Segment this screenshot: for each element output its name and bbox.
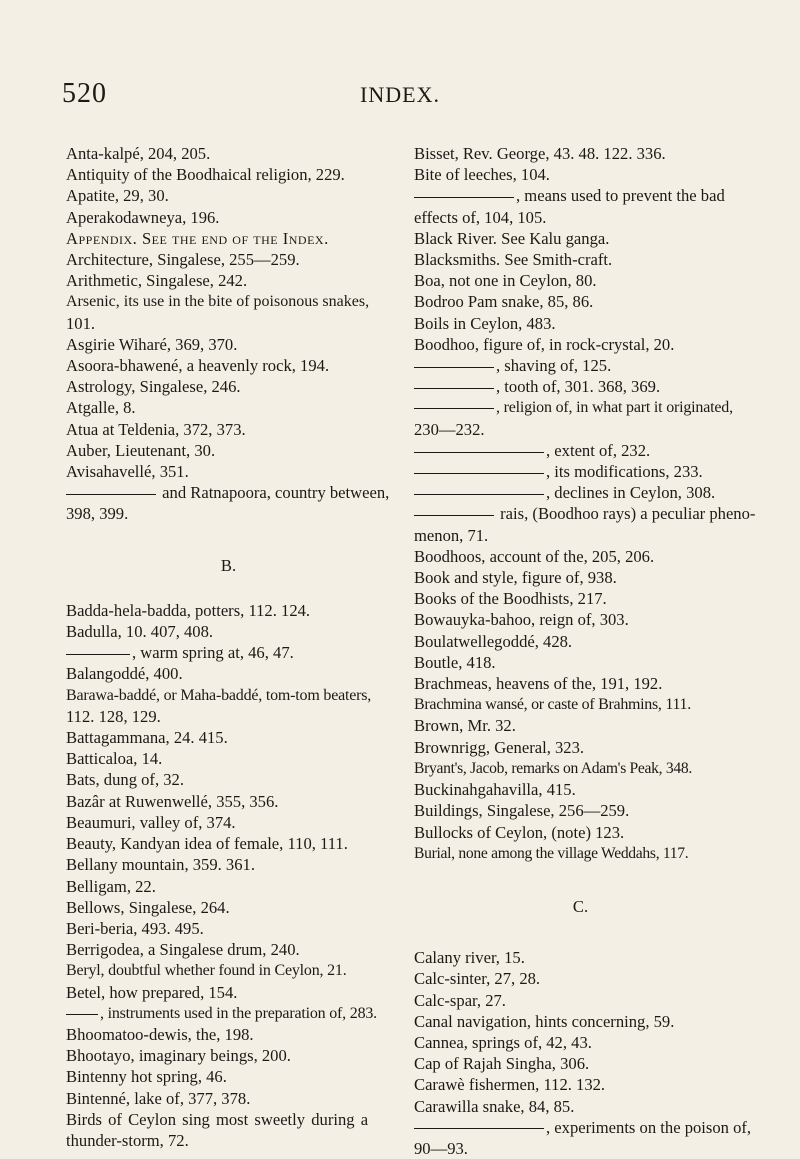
index-entry-text: , extent of, 232. [546, 440, 651, 460]
index-column-right [414, 143, 756, 1159]
index-entry: Architecture, Singalese, 255—259. [66, 250, 300, 270]
index-entry: Brownrigg, General, 323. [414, 737, 585, 757]
ditto-dash [414, 1128, 544, 1129]
index-entry: Apatite, 29, 30. [66, 186, 169, 206]
index-entry: Boodhoos, account of the, 205, 206. [414, 546, 655, 566]
index-entry [66, 642, 391, 663]
index-column-left [66, 143, 391, 1151]
index-entry: Calc-spar, 27. [414, 990, 506, 1010]
ditto-dash [414, 367, 494, 368]
index-entry: Antiquity of the Boodhaical religion, 229. [66, 165, 345, 185]
index-entry: Bintenny hot spring, 46. [66, 1067, 227, 1087]
index-entry: Bullocks of Ceylon, (note) 123. [414, 822, 625, 842]
index-entry: Books of the Boodhists, 217. [414, 589, 607, 609]
index-entry-text: , religion of, in what part it originated, [496, 399, 733, 417]
index-entry [66, 482, 391, 503]
index-entry: Buckinahgahavilla, 415. [414, 780, 576, 800]
index-entry: Carawè fishermen, 112. 132. [414, 1075, 606, 1095]
index-entry: Birds of Ceylon sing most sweetly during a [66, 1109, 369, 1129]
index-entry-text: , means used to prevent the bad [516, 186, 725, 206]
index-entry: Brown, Mr. 32. [414, 716, 516, 736]
index-entry: Belligam, 22. [66, 876, 156, 896]
index-entry: Bodroo Pam snake, 85, 86. [414, 292, 594, 312]
section-letter-b: B. [220, 555, 237, 575]
ditto-dash [414, 388, 494, 389]
index-entry: Boa, not one in Ceylon, 80. [414, 271, 597, 291]
index-entry-text: , its modifications, 233. [546, 462, 703, 482]
index-entry-text: and Ratnapoora, country between, [162, 483, 390, 503]
index-entry-text: , instruments used in the preparation of, 283. [100, 1004, 377, 1022]
index-entry: Batticaloa, 14. [66, 749, 163, 769]
index-entry: Brachmeas, heavens of the, 191, 192. [414, 674, 663, 694]
index-entry: Beri-beria, 493. 495. [66, 918, 204, 938]
index-entry: 90—93. [414, 1138, 468, 1158]
ditto-dash [66, 1014, 98, 1015]
index-entry [414, 503, 756, 524]
ditto-dash [414, 494, 544, 495]
index-entry: Berrigodea, a Singalese drum, 240. [66, 940, 300, 960]
index-entry: Battagammana, 24. 415. [66, 728, 228, 748]
index-entry: Beaumuri, valley of, 374. [66, 812, 236, 832]
index-entry: effects of, 104, 105. [414, 207, 547, 227]
ditto-dash [414, 515, 494, 516]
index-entry: Bhoomatoo-dewis, the, 198. [66, 1024, 254, 1044]
index-entry: Buildings, Singalese, 256—259. [414, 801, 630, 821]
page-header [0, 78, 800, 118]
index-entry: Bazâr at Ruwenwellé, 355, 356. [66, 791, 279, 811]
index-entry: Cap of Rajah Singha, 306. [414, 1054, 590, 1074]
index-entry: Bryant's, Jacob, remarks on Adam's Peak, 348. [414, 759, 692, 777]
index-entry: Betel, how prepared, 154. [66, 982, 238, 1002]
index-entry: Boodhoo, figure of, in rock-crystal, 20. [414, 334, 675, 354]
index-entry: 398, 399. [66, 504, 129, 524]
index-entry: Balangoddé, 400. [66, 664, 183, 684]
index-entry [414, 1117, 752, 1138]
index-entry [414, 185, 747, 206]
index-entry: Badulla, 10. 407, 408. [66, 622, 214, 642]
index-entry: Black River. See Kalu ganga. [414, 228, 610, 248]
index-entry: Appendix. See the end of the Index. [66, 228, 329, 248]
index-entry: Anta-kalpé, 204, 205. [66, 144, 211, 163]
index-entry: Atgalle, 8. [66, 398, 136, 418]
index-entry: thunder-storm, 72. [66, 1130, 189, 1150]
ditto-dash [414, 197, 514, 198]
ditto-dash [66, 654, 130, 655]
index-entry: 112. 128, 129. [66, 706, 161, 726]
index-entry: Calany river, 15. [414, 948, 525, 968]
index-entry: Brachmina wansé, or caste of Brahmins, 111. [414, 696, 691, 714]
index-entry: Boutle, 418. [414, 652, 496, 672]
index-entry: menon, 71. [414, 525, 489, 545]
index-entry: Bellany mountain, 359. 361. [66, 855, 255, 875]
index-entry: Boulatwellegoddé, 428. [414, 631, 573, 651]
index-entry-text: , shaving of, 125. [496, 356, 612, 376]
running-title: INDEX. [360, 82, 440, 107]
ditto-dash [414, 408, 494, 409]
index-entry: Cannea, springs of, 42, 43. [414, 1032, 592, 1052]
index-entry: Bite of leeches, 104. [414, 165, 550, 185]
index-entry: Atua at Teldenia, 372, 373. [66, 419, 246, 439]
index-entry: Blacksmiths. See Smith-craft. [414, 250, 613, 270]
index-entry: Asoora-bhawené, a heavenly rock, 194. [66, 356, 330, 376]
index-entry: Bisset, Rev. George, 43. 48. 122. 336. [414, 144, 666, 163]
index-entry-text: , tooth of, 301. 368, 369. [496, 377, 661, 397]
index-entry: Arsenic, its use in the bite of poisonous snakes, [66, 293, 370, 311]
index-entry: Bintenné, lake of, 377, 378. [66, 1088, 251, 1108]
ditto-dash [414, 452, 544, 453]
index-entry [414, 355, 747, 376]
ditto-dash [66, 494, 156, 495]
index-entry: Aperakodawneya, 196. [66, 207, 220, 227]
index-entry [414, 440, 747, 461]
section-letter-c: C. [572, 896, 589, 916]
index-entry [414, 482, 747, 503]
page-number: 520 [62, 78, 107, 109]
index-entry: Astrology, Singalese, 246. [66, 377, 241, 397]
index-entry [414, 461, 747, 482]
index-entry: Bats, dung of, 32. [66, 770, 184, 790]
index-entry: Avisahavellé, 351. [66, 462, 189, 482]
index-entry: Boils in Ceylon, 483. [414, 313, 556, 333]
index-entry-text: rais, (Boodhoo rays) a peculiar pheno- [500, 504, 756, 524]
index-entry: Arithmetic, Singalese, 242. [66, 271, 248, 291]
index-entry: Auber, Lieutenant, 30. [66, 440, 216, 460]
index-entry: Burial, none among the village Weddahs, 117. [414, 844, 689, 862]
index-entry: 230—232. [414, 419, 485, 439]
ditto-dash [414, 473, 544, 474]
index-entry [414, 376, 747, 397]
index-entry: Asgirie Wiharé, 369, 370. [66, 334, 238, 354]
index-entry: Bhootayo, imaginary beings, 200. [66, 1046, 291, 1066]
index-entry: Calc-sinter, 27, 28. [414, 969, 541, 989]
index-entry-text: , warm spring at, 46, 47. [132, 643, 294, 663]
index-entry: Beryl, doubtful whether found in Ceylon, 21. [66, 962, 347, 980]
index-entry-text: , experiments on the poison of, [546, 1117, 752, 1137]
index-entry: Beauty, Kandyan idea of female, 110, 111. [66, 834, 348, 854]
index-entry: Bowauyka-bahoo, reign of, 303. [414, 610, 629, 630]
index-entry: Bellows, Singalese, 264. [66, 897, 230, 917]
index-entry: Badda-hela-badda, potters, 112. 124. [66, 600, 311, 620]
index-entry-text: , declines in Ceylon, 308. [546, 483, 716, 503]
index-entry: 101. [66, 313, 96, 333]
index-entry: Barawa-baddé, or Maha-baddé, tom-tom beaters, [66, 686, 372, 704]
index-entry: Canal navigation, hints concerning, 59. [414, 1011, 675, 1031]
index-entry: Carawilla snake, 84, 85. [414, 1096, 575, 1116]
index-entry: Book and style, figure of, 938. [414, 568, 617, 588]
index-entry [414, 397, 747, 418]
index-entry [66, 1003, 391, 1024]
